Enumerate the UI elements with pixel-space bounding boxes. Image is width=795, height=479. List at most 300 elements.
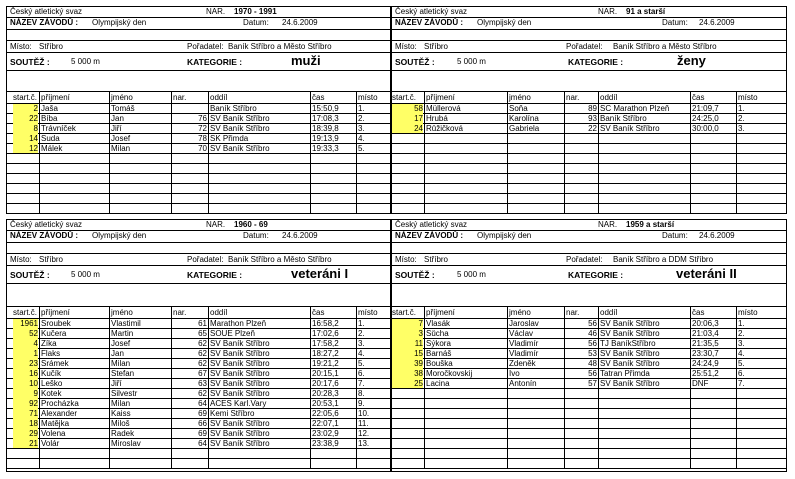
club: ACES Karl.Vary: [210, 400, 267, 408]
place: 1.: [738, 105, 745, 113]
header-divider: [6, 283, 391, 284]
first-name: Milan: [111, 400, 131, 408]
event-name: Olympijský den: [477, 18, 532, 27]
time: 19:33,3: [312, 145, 339, 153]
start-number: 17: [414, 115, 423, 123]
column-header: oddíl: [210, 93, 228, 102]
club: SV Baník Stříbro: [210, 370, 270, 378]
place: 3.: [358, 125, 365, 133]
event-name: Olympijský den: [477, 231, 532, 240]
category-label: KATEGORIE :: [568, 57, 624, 67]
competition-value: 5 000 m: [457, 57, 486, 66]
category-value: muži: [291, 53, 321, 68]
surname: Jaša: [41, 105, 58, 113]
birth-year: 64: [198, 440, 207, 448]
row-divider: [391, 183, 787, 184]
header-divider: [391, 40, 787, 41]
surname: Šroubek: [41, 320, 71, 328]
place: 9.: [358, 400, 365, 408]
category-value: veteráni II: [676, 266, 737, 281]
place: 10.: [358, 410, 370, 418]
time: DNF: [692, 380, 709, 388]
club: SV Baník Stříbro: [210, 360, 270, 368]
date-value: 24.6.2009: [699, 18, 735, 27]
start-number: 11: [414, 340, 423, 348]
surname: Šrámek: [41, 360, 69, 368]
start-number: 8: [33, 125, 38, 133]
start-number: 23: [29, 360, 38, 368]
place: 3.: [738, 125, 745, 133]
category-value: veteráni I: [291, 266, 349, 281]
surname: Bíba: [41, 115, 58, 123]
nar-label: NAR.: [206, 7, 226, 16]
birth-year: 56: [588, 370, 597, 378]
column-header: jméno: [111, 308, 133, 317]
first-name: Soňa: [509, 105, 528, 113]
surname: Müllerová: [426, 105, 461, 113]
place: 8.: [358, 390, 365, 398]
row-divider: [391, 203, 787, 204]
date-value: 24.6.2009: [282, 231, 318, 240]
place-value: Stříbro: [424, 42, 449, 51]
surname: Šuda: [41, 135, 60, 143]
competition-value: 5 000 m: [457, 270, 486, 279]
header-divider: [391, 253, 787, 254]
place: 1.: [738, 320, 745, 328]
place-label: Místo:: [395, 255, 417, 264]
row-divider: [391, 163, 787, 164]
birth-year: 62: [198, 360, 207, 368]
surname: Flaks: [41, 350, 61, 358]
birth-year: 69: [198, 410, 207, 418]
header-divider: [6, 52, 391, 53]
first-name: Karolína: [509, 115, 539, 123]
start-number: 14: [29, 135, 38, 143]
first-name: Josef: [111, 340, 131, 348]
surname: Barnáš: [426, 350, 452, 358]
club: SV Baník Stříbro: [210, 380, 270, 388]
surname: Volár: [41, 440, 60, 448]
birth-year: 67: [198, 370, 207, 378]
birth-year: 63: [198, 380, 207, 388]
row-divider: [391, 458, 787, 459]
time: 25:51,2: [692, 370, 719, 378]
time: 18:27,2: [312, 350, 339, 358]
surname: Bouška: [426, 360, 453, 368]
time: 20:17,6: [312, 380, 339, 388]
start-number: 12: [29, 145, 38, 153]
time: 16:58,2: [312, 320, 339, 328]
birth-year: 72: [198, 125, 207, 133]
club: SV Baník Stříbro: [210, 390, 270, 398]
start-number: 92: [29, 400, 38, 408]
row-divider: [391, 448, 787, 449]
club: SV Baník Stříbro: [600, 330, 660, 338]
start-number: 16: [29, 370, 38, 378]
organizer-label: Pořadatel:: [187, 255, 224, 264]
organizer-value: Baník Stříbro a Město Stříbro: [228, 42, 332, 51]
place-value: Stříbro: [39, 255, 64, 264]
birth-year: 62: [198, 390, 207, 398]
time: 19:21,2: [312, 360, 339, 368]
nar-label: NAR.: [206, 220, 226, 229]
competition-value: 5 000 m: [71, 270, 100, 279]
organizer-value: Baník Stříbro a Město Stříbro: [613, 42, 717, 51]
birth-year: 66: [198, 420, 207, 428]
nar-value: 1960 - 69: [234, 220, 268, 229]
nar-value: 1970 - 1991: [234, 7, 277, 16]
surname: Kučera: [41, 330, 67, 338]
header-divider: [6, 29, 391, 30]
row-divider: [391, 193, 787, 194]
association-name: Český atletický svaz: [395, 7, 468, 16]
competition-label: SOUTĚŽ :: [395, 57, 435, 67]
birth-year: 48: [588, 360, 597, 368]
table-top-line: [6, 91, 391, 92]
club: SV Baník Stříbro: [210, 340, 270, 348]
row-divider: [6, 173, 391, 174]
nar-value: 1959 a starší: [626, 220, 675, 229]
start-number: 4: [33, 340, 38, 348]
row-divider: [391, 418, 787, 419]
competition-label: SOUTĚŽ :: [10, 57, 50, 67]
first-name: Milan: [111, 360, 131, 368]
first-name: Vlastimil: [111, 320, 141, 328]
column-header: příjmení: [426, 93, 455, 102]
table-top-line: [391, 91, 787, 92]
category-label: KATEGORIE :: [568, 270, 624, 280]
birth-year: 56: [588, 340, 597, 348]
competition-label: SOUTĚŽ :: [10, 270, 50, 280]
column-header: místo: [738, 308, 758, 317]
birth-year: 78: [198, 135, 207, 143]
column-header: start.č.: [392, 93, 417, 102]
place-value: Stříbro: [424, 255, 449, 264]
place: 11.: [358, 420, 369, 428]
start-number: 3: [418, 330, 423, 338]
header-divider: [6, 40, 391, 41]
birth-year: 53: [588, 350, 597, 358]
surname: Vlasák: [426, 320, 451, 328]
birth-year: 76: [198, 115, 207, 123]
place: 4.: [738, 350, 745, 358]
birth-year: 62: [198, 340, 207, 348]
time: 23:30,7: [692, 350, 719, 358]
event-name: Olympijský den: [92, 231, 147, 240]
row-divider: [391, 428, 787, 429]
surname: Alexander: [41, 410, 78, 418]
category-label: KATEGORIE :: [187, 57, 243, 67]
column-header: příjmení: [41, 308, 70, 317]
time: 23:02,9: [312, 430, 339, 438]
time: 23:38,9: [312, 440, 339, 448]
table-top-line: [6, 306, 391, 307]
club: Kemi Stříbro: [210, 410, 255, 418]
place: 4.: [358, 350, 365, 358]
club: TJ BaníkStříbro: [600, 340, 656, 348]
row-divider: [6, 468, 391, 469]
place: 1.: [358, 105, 365, 113]
start-number: 39: [414, 360, 423, 368]
place: 4.: [358, 135, 365, 143]
club: SV Baník Stříbro: [600, 380, 660, 388]
start-number: 58: [414, 105, 423, 113]
first-name: Jan: [111, 115, 124, 123]
club: SV Baník Stříbro: [210, 115, 270, 123]
first-name: Ivo: [509, 370, 520, 378]
place: 2.: [358, 115, 365, 123]
row-divider: [391, 173, 787, 174]
start-number: 22: [29, 115, 38, 123]
row-divider: [6, 213, 391, 214]
competition-label: SOUTĚŽ :: [395, 270, 435, 280]
first-name: Antonín: [509, 380, 537, 388]
time: 17:58,2: [312, 340, 339, 348]
organizer-value: Baník Stříbro a DDM Stříbro: [613, 255, 714, 264]
event-label: NÁZEV ZÁVODŮ :: [10, 231, 78, 240]
place: 2.: [738, 330, 745, 338]
header-divider: [6, 242, 391, 243]
time: 24:24,9: [692, 360, 719, 368]
row-divider: [6, 458, 391, 459]
club: SV Baník Stříbro: [210, 420, 270, 428]
first-name: Josef: [111, 135, 131, 143]
time: 22:07,1: [312, 420, 339, 428]
time: 20:15,1: [312, 370, 339, 378]
row-divider: [391, 213, 787, 214]
time: 20:06,3: [692, 320, 719, 328]
column-header: místo: [738, 93, 758, 102]
competition-value: 5 000 m: [71, 57, 100, 66]
first-name: Štefan: [111, 370, 135, 378]
birth-year: 89: [588, 105, 597, 113]
column-header: jméno: [111, 93, 133, 102]
row-divider: [6, 163, 391, 164]
date-label: Datum:: [662, 18, 688, 27]
start-number: 2: [33, 105, 38, 113]
club: Tatran Přimda: [600, 370, 650, 378]
column-header: nar.: [566, 308, 580, 317]
first-name: Vladimír: [509, 340, 539, 348]
event-name: Olympijský den: [92, 18, 147, 27]
surname: Moročkovskij: [426, 370, 473, 378]
start-number: 1961: [20, 320, 38, 328]
column-header: nar.: [566, 93, 580, 102]
start-number: 38: [414, 370, 423, 378]
place: 3.: [358, 340, 365, 348]
time: 21:35,5: [692, 340, 719, 348]
column-header: čas: [692, 308, 705, 317]
time: 15:50,9: [312, 105, 339, 113]
first-name: Radek: [111, 430, 135, 438]
column-header: příjmení: [41, 93, 70, 102]
nar-label: NAR.: [598, 7, 618, 16]
start-number: 24: [414, 125, 423, 133]
row-divider: [391, 468, 787, 469]
start-number: 9: [33, 390, 38, 398]
place: 6.: [738, 370, 745, 378]
time: 17:02,6: [312, 330, 339, 338]
start-number: 15: [414, 350, 423, 358]
first-name: Václav: [509, 330, 534, 338]
header-divider: [391, 283, 787, 284]
place: 2.: [738, 115, 745, 123]
event-label: NÁZEV ZÁVODŮ :: [395, 231, 463, 240]
first-name: Silvestr: [111, 390, 138, 398]
row-divider: [6, 203, 391, 204]
place-label: Místo:: [395, 42, 417, 51]
club: SC Marathon Plzeň: [600, 105, 670, 113]
time: 21:09,7: [692, 105, 719, 113]
date-label: Datum:: [243, 231, 269, 240]
place: 7.: [358, 380, 365, 388]
date-label: Datum:: [662, 231, 688, 240]
start-number: 10: [29, 380, 38, 388]
table-top-line: [391, 306, 787, 307]
surname: Leško: [41, 380, 63, 388]
place: 5.: [358, 145, 365, 153]
column-header: příjmení: [426, 308, 455, 317]
club: Baník Stříbro: [210, 105, 257, 113]
header-divider: [6, 253, 391, 254]
first-name: Jiří: [111, 125, 122, 133]
time: 24:25,0: [692, 115, 719, 123]
place: 7.: [738, 380, 745, 388]
first-name: Gabriela: [509, 125, 540, 133]
column-header: čas: [692, 93, 705, 102]
column-header: čas: [312, 93, 325, 102]
start-number: 18: [29, 420, 38, 428]
first-name: Miloš: [111, 420, 130, 428]
date-value: 24.6.2009: [282, 18, 318, 27]
birth-year: 22: [588, 125, 597, 133]
birth-year: 93: [588, 115, 597, 123]
club: SV Baník Stříbro: [210, 125, 270, 133]
organizer-label: Pořadatel:: [187, 42, 224, 51]
event-label: NÁZEV ZÁVODŮ :: [395, 18, 463, 27]
time: 22:05,6: [312, 410, 339, 418]
time: 20:28,3: [312, 390, 339, 398]
organizer-label: Pořadatel:: [566, 255, 603, 264]
column-header: místo: [358, 308, 378, 317]
time: 30:00,0: [692, 125, 719, 133]
birth-year: 46: [588, 330, 597, 338]
club: SV Baník Stříbro: [600, 350, 660, 358]
header-divider: [391, 52, 787, 53]
birth-year: 70: [198, 145, 207, 153]
club: SV Baník Stříbro: [210, 440, 270, 448]
place-label: Místo:: [10, 42, 32, 51]
time: 20:53,1: [312, 400, 339, 408]
place: 12.: [358, 430, 370, 438]
column-header: jméno: [509, 308, 531, 317]
place: 5.: [358, 360, 365, 368]
birth-year: 61: [198, 320, 207, 328]
nar-label: NAR.: [598, 220, 618, 229]
row-divider: [391, 153, 787, 154]
association-name: Český atletický svaz: [395, 220, 468, 229]
club: SV Baník Stříbro: [600, 125, 660, 133]
surname: Lacina: [426, 380, 450, 388]
column-header: jméno: [509, 93, 531, 102]
first-name: Jaroslav: [509, 320, 539, 328]
row-divider: [391, 408, 787, 409]
column-header: start.č.: [13, 93, 38, 102]
date-value: 24.6.2009: [699, 231, 735, 240]
surname: Růžičková: [426, 125, 463, 133]
date-label: Datum:: [243, 18, 269, 27]
birth-year: 64: [198, 400, 207, 408]
column-header: nar.: [173, 93, 187, 102]
birth-year: 65: [198, 330, 207, 338]
club: SV Baník Stříbro: [600, 360, 660, 368]
row-divider: [6, 183, 391, 184]
time: 19:13,9: [312, 135, 339, 143]
surname: Procházka: [41, 400, 79, 408]
association-name: Český atletický svaz: [10, 7, 83, 16]
first-name: Martin: [111, 330, 134, 338]
place: 6.: [358, 370, 365, 378]
surname: Málek: [41, 145, 63, 153]
place: 2.: [358, 330, 365, 338]
surname: Kučík: [41, 370, 62, 378]
column-header: start.č.: [13, 308, 38, 317]
header-divider: [391, 29, 787, 30]
surname: Sýkora: [426, 340, 451, 348]
club: SV Baník Stříbro: [210, 145, 270, 153]
column-header: čas: [312, 308, 325, 317]
first-name: Jan: [111, 350, 124, 358]
club: Marathon Plzeň: [210, 320, 267, 328]
first-name: Tomáš: [111, 105, 135, 113]
header-divider: [391, 70, 787, 71]
surname: Hrubá: [426, 115, 448, 123]
column-header: nar.: [173, 308, 187, 317]
surname: Trávníček: [41, 125, 76, 133]
first-name: Jiří: [111, 380, 122, 388]
category-label: KATEGORIE :: [187, 270, 243, 280]
row-divider: [391, 398, 787, 399]
club: SV Baník Stříbro: [210, 430, 270, 438]
first-name: Kaiss: [111, 410, 131, 418]
column-header: oddíl: [600, 93, 618, 102]
club: SV Baník Stříbro: [600, 320, 660, 328]
birth-year: 57: [588, 380, 597, 388]
time: 21:03,4: [692, 330, 719, 338]
birth-year: 69: [198, 430, 207, 438]
surname: Matějka: [41, 420, 70, 428]
column-header: místo: [358, 93, 378, 102]
row-divider: [391, 438, 787, 439]
place: 3.: [738, 340, 745, 348]
header-divider: [391, 242, 787, 243]
association-name: Český atletický svaz: [10, 220, 83, 229]
start-number: 1: [33, 350, 38, 358]
surname: Zíka: [41, 340, 57, 348]
start-number: 21: [29, 440, 38, 448]
time: 17:08,3: [312, 115, 339, 123]
first-name: Zdeněk: [509, 360, 536, 368]
surname: Volena: [41, 430, 66, 438]
birth-year: 56: [588, 320, 597, 328]
column-header: start.č.: [392, 308, 417, 317]
place: 5.: [738, 360, 745, 368]
start-number: 71: [29, 410, 38, 418]
surname: Kotek: [41, 390, 62, 398]
organizer-value: Baník Stříbro a Město Stříbro: [228, 255, 332, 264]
first-name: Vladimír: [509, 350, 539, 358]
category-value: ženy: [677, 53, 706, 68]
